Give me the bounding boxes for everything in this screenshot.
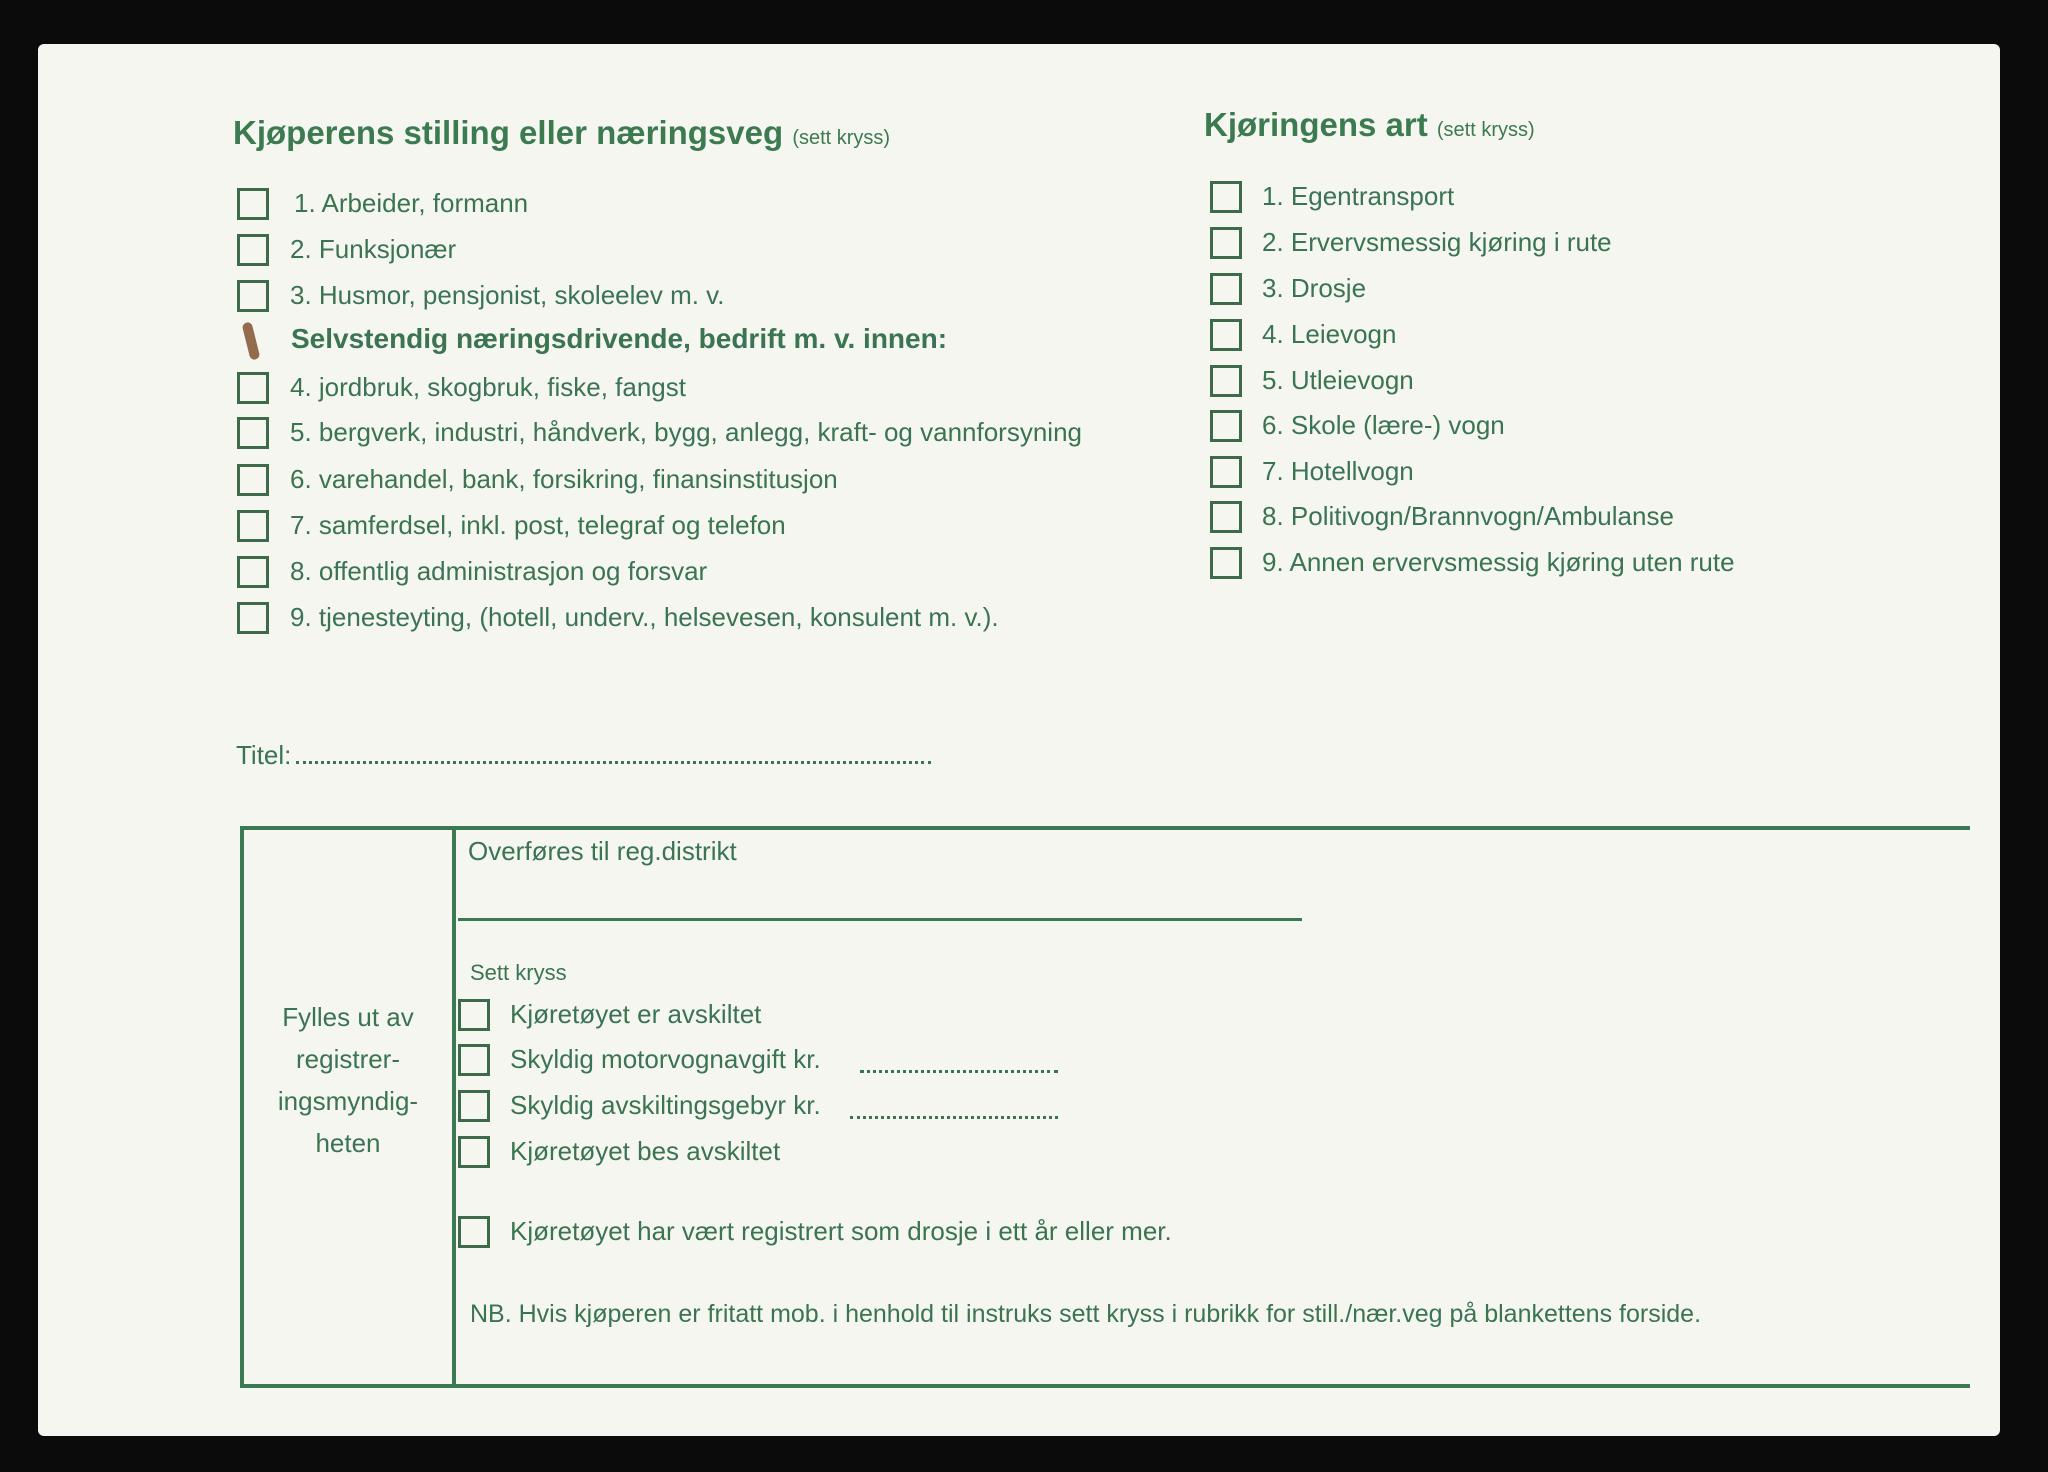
checkbox-jordbruk[interactable] [237, 372, 269, 404]
checkbox-annen[interactable] [1210, 547, 1242, 579]
motorvognavgift-field[interactable] [860, 1070, 1058, 1073]
option-rute: 2. Ervervsmessig kjøring i rute [1262, 227, 1612, 257]
checkbox-motorvognavgift[interactable] [458, 1044, 490, 1076]
option-hotellvogn: 7. Hotellvogn [1262, 456, 1414, 486]
right-heading [1204, 106, 1535, 144]
item-bes-avskiltet: Kjøretøyet bes avskiltet [510, 1136, 781, 1166]
checkbox-drosje[interactable] [1210, 273, 1242, 305]
item-motorvognavgift: Skyldig motorvognavgift kr. [510, 1044, 821, 1074]
nb-note: NB. Hvis kjøperen er fritatt mob. i henhold til instruks sett kryss i rubrikk for still./nær.veg på blankettens forside. [470, 1300, 1702, 1328]
option-offentlig: 8. offentlig administrasjon og forsvar [290, 556, 708, 586]
checkbox-offentlig[interactable] [237, 556, 269, 588]
right-heading-text: Kjøringens art [1204, 106, 1428, 143]
option-jordbruk: 4. jordbruk, skogbruk, fiske, fangst [290, 372, 686, 402]
checkbox-bergverk[interactable] [237, 417, 269, 449]
option-bergverk: 5. bergverk, industri, håndverk, bygg, anlegg, kraft- og vannforsyning [290, 417, 1082, 447]
checkbox-hotellvogn[interactable] [1210, 456, 1242, 488]
checkbox-egentransport[interactable] [1210, 181, 1242, 213]
left-heading-text: Kjøperens stilling eller næringsveg [233, 114, 784, 151]
checkbox-leievogn[interactable] [1210, 319, 1242, 351]
option-samferdsel: 7. samferdsel, inkl. post, telegraf og telefon [290, 510, 786, 540]
left-heading-hint: (sett kryss) [792, 127, 891, 149]
checkbox-drosje-registrert[interactable] [458, 1216, 490, 1248]
checkbox-avskiltingsgebyr[interactable] [458, 1090, 490, 1122]
item-avskiltet: Kjøretøyet er avskiltet [510, 999, 762, 1029]
selvstendig-subheading: Selvstendig næringsdrivende, bedrift m. v. innen: [291, 323, 948, 354]
option-utleievogn: 5. Utleievogn [1262, 365, 1414, 395]
stain-mark [242, 321, 261, 360]
item-drosje-registrert: Kjøretøyet har vært registrert som drosje i ett år eller mer. [510, 1216, 1172, 1246]
left-heading [233, 114, 890, 152]
option-tjenesteyting: 9. tjenesteyting, (hotell, underv., helsevesen, konsulent m. v.). [290, 602, 999, 632]
option-leievogn: 4. Leievogn [1262, 319, 1397, 349]
checkbox-husmor[interactable] [237, 280, 269, 312]
item-avskiltingsgebyr: Skyldig avskiltingsgebyr kr. [510, 1090, 821, 1120]
option-politivogn: 8. Politivogn/Brannvogn/Ambulanse [1262, 501, 1674, 531]
right-heading-hint: (sett kryss) [1436, 119, 1535, 141]
checkbox-rute[interactable] [1210, 227, 1242, 259]
sett-kryss-label: Sett kryss [470, 960, 567, 985]
checkbox-bes-avskiltet[interactable] [458, 1136, 490, 1168]
checkbox-tjenesteyting[interactable] [237, 602, 269, 634]
overfores-field[interactable] [458, 918, 1302, 921]
option-drosje: 3. Drosje [1262, 273, 1367, 303]
checkbox-samferdsel[interactable] [237, 510, 269, 542]
overfores-label: Overføres til reg.distrikt [468, 836, 737, 866]
option-annen: 9. Annen ervervsmessig kjøring uten rute [1262, 547, 1735, 577]
reg-authority-label: Fylles ut av registrer-ingsmyndig-heten [277, 1002, 419, 1158]
option-skolevogn: 6. Skole (lære-) vogn [1262, 410, 1505, 440]
option-varehandel: 6. varehandel, bank, forsikring, finansinstitusjon [290, 464, 838, 494]
option-egentransport: 1. Egentransport [1262, 181, 1455, 211]
titel-field[interactable] [296, 761, 931, 764]
section-bottom-rule [240, 1384, 1970, 1388]
option-funksjonaer: 2. Funksjonær [290, 234, 457, 264]
section-top-rule [240, 826, 1970, 830]
checkbox-funksjonaer[interactable] [237, 234, 269, 266]
titel-label: Titel: [236, 740, 292, 770]
checkbox-arbeider[interactable] [237, 188, 269, 220]
form-paper [38, 44, 2000, 1436]
checkbox-varehandel[interactable] [237, 464, 269, 496]
avskiltingsgebyr-field[interactable] [850, 1116, 1058, 1119]
section-divider [452, 826, 456, 1388]
checkbox-utleievogn[interactable] [1210, 365, 1242, 397]
option-arbeider: 1. Arbeider, formann [294, 188, 529, 218]
checkbox-avskiltet[interactable] [458, 999, 490, 1031]
checkbox-skolevogn[interactable] [1210, 410, 1242, 442]
option-husmor: 3. Husmor, pensjonist, skoleelev m. v. [290, 280, 725, 310]
section-left-rule [240, 826, 244, 1388]
checkbox-politivogn[interactable] [1210, 501, 1242, 533]
